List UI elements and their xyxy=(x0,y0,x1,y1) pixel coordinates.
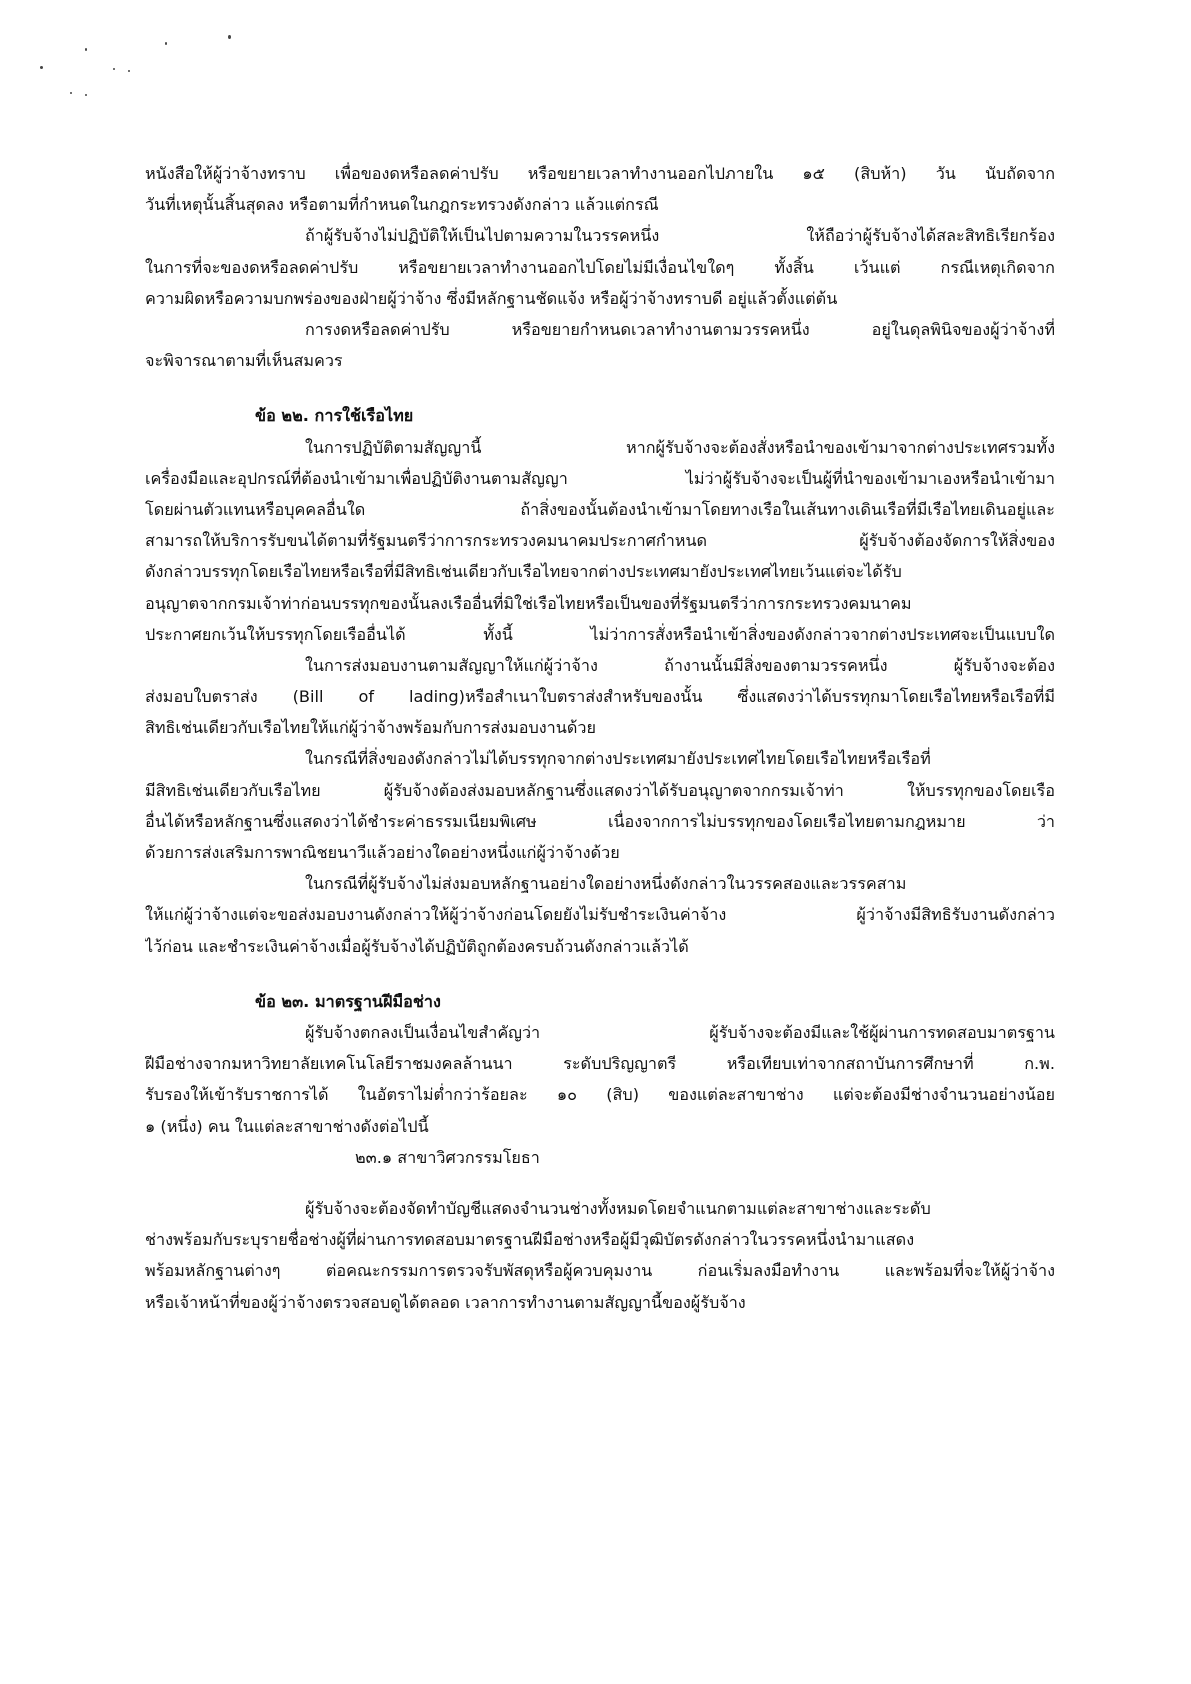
text-line: พร้อมหลักฐานต่างๆ ต่อคณะกรรมการตรวจรับพัสดุหรือผู้ควบคุมงาน ก่อนเริ่มลงมือทำงาน และพร้อมที่จะให้ผู้ว่าจ้าง xyxy=(145,1261,1055,1281)
scan-speck xyxy=(85,94,87,96)
text-line: ผู้รับจ้างจะต้องจัดทำบัญชีแสดงจำนวนช่างทั้งหมดโดยจำแนกตามแต่ละสาขาช่างและระดับ xyxy=(305,1198,931,1218)
text-line: สามารถให้บริการรับขนได้ตามที่รัฐมนตรีว่าการกระทรวงคมนาคมประกาศกำหนด ผู้รับจ้างต้องจัดการให้สิ่งของ xyxy=(145,531,1055,551)
scan-speck xyxy=(85,48,87,51)
text-line: หรือเจ้าหน้าที่ของผู้ว่าจ้างตรวจสอบดูได้ตลอด เวลาการทำงานตามสัญญานี้ของผู้รับจ้าง xyxy=(145,1292,746,1312)
paragraph-technician-list xyxy=(145,1193,1055,1318)
text-line: เครื่องมือและอุปกรณ์ที่ต้องนำเข้ามาเพื่อปฏิบัติงานตามสัญญา ไม่ว่าผู้รับจ้างจะเป็นผู้ที่นำของเข้ามาเองหรือนำเข้ามา xyxy=(145,468,1055,488)
scan-speck xyxy=(228,35,231,39)
text-line: ๑ (หนึ่ง) คน ในแต่ละสาขาช่างดังต่อไปนี้ xyxy=(145,1116,429,1136)
scan-speck xyxy=(113,68,115,70)
scan-speck xyxy=(165,42,167,45)
text-line: ดังกล่าวบรรทุกโดยเรือไทยหรือเรือที่มีสิทธิเช่นเดียวกับเรือไทยจากต่างประเทศมายังประเทศไทยเว้นแต่จะได้รับ xyxy=(145,562,902,582)
text-line: ช่างพร้อมกับระบุรายชื่อช่างผู้ที่ผ่านการทดสอบมาตรฐานฝีมือช่างหรือผู้มีวุฒิบัตรดังกล่าวในวรรคหนึ่งนำมาแสดง xyxy=(145,1230,915,1250)
paragraph-employer-discretion xyxy=(145,314,1055,376)
text-line: สิทธิเช่นเดียวกับเรือไทยให้แก่ผู้ว่าจ้างพร้อมกับการส่งมอบงานด้วย xyxy=(145,718,596,738)
paragraph-withheld-payment xyxy=(145,868,1055,962)
text-line: ให้แก่ผู้ว่าจ้างแต่จะขอส่งมอบงานดังกล่าวให้ผู้ว่าจ้างก่อนโดยยังไม่รับชำระเงินค่าจ้าง ผู้ว่าจ้างมีสิทธิรับงานดังกล่าว xyxy=(145,905,1055,925)
text-line: ในกรณีที่สิ่งของดังกล่าวไม่ได้บรรทุกจากต่างประเทศมายังประเทศไทยโดยเรือไทยหรือเรือที่ xyxy=(305,749,931,769)
text-line: ฝีมือช่างจากมหาวิทยาลัยเทคโนโลยีราชมงคลล้านนา ระดับปริญญาตรี หรือเทียบเท่าจากสถาบันการศึกษาที่ ก.พ. xyxy=(145,1054,1055,1074)
sub-item-23-1: ๒๓.๑ สาขาวิศวกรรมโยธา xyxy=(355,1147,540,1167)
section-heading-22: ข้อ ๒๒. การใช้เรือไทย xyxy=(255,406,414,426)
text-line: ในการที่จะของดหรือลดค่าปรับ หรือขยายเวลาทำงานออกไปโดยไม่มีเงื่อนไขใดๆ ทั้งสิ้น เว้นแต่ กรณีเหตุเกิดจาก xyxy=(145,257,1055,277)
text-line: โดยผ่านตัวแทนหรือบุคคลอื่นใด ถ้าสิ่งของนั้นต้องนำเข้ามาโดยทางเรือในเส้นทางเดินเรือที่มีเรือไทยเดินอยู่และ xyxy=(145,499,1055,519)
scan-speck xyxy=(70,92,72,94)
paragraph-skill-standard xyxy=(145,1017,1055,1142)
text-line: หนังสือให้ผู้ว่าจ้างทราบ เพื่อของดหรือลดค่าปรับ หรือขยายเวลาทำงานออกไปภายใน ๑๕ (สิบห้า) วัน นับถัดจาก xyxy=(145,164,1055,183)
text-line: ด้วยการส่งเสริมการพาณิชยนาวีแล้วอย่างใดอย่างหนึ่งแก่ผู้ว่าจ้างด้วย xyxy=(145,843,620,863)
text-line: วันที่เหตุนั้นสิ้นสุดลง หรือตามที่กำหนดในกฎกระทรวงดังกล่าว แล้วแต่กรณี xyxy=(145,195,659,215)
text-line: การงดหรือลดค่าปรับ หรือขยายกำหนดเวลาทำงานตามวรรคหนึ่ง อยู่ในดุลพินิจของผู้ว่าจ้างที่ xyxy=(305,319,1055,339)
text-line: ในการปฏิบัติตามสัญญานี้ หากผู้รับจ้างจะต้องสั่งหรือนำของเข้ามาจากต่างประเทศรวมทั้ง xyxy=(305,437,1055,457)
text-line: ความผิดหรือความบกพร่องของฝ่ายผู้ว่าจ้าง ซึ่งมีหลักฐานชัดแจ้ง หรือผู้ว่าจ้างทราบดี อยู่แล้วตั้งแต่ต้น xyxy=(145,288,838,308)
text-line: จะพิจารณาตามที่เห็นสมควร xyxy=(145,351,343,371)
document-body xyxy=(145,158,1055,1318)
text-line: ไว้ก่อน และชำระเงินค่าจ้างเมื่อผู้รับจ้างได้ปฏิบัติถูกต้องครบถ้วนดังกล่าวแล้วได้ xyxy=(145,936,689,956)
text-line: มีสิทธิเช่นเดียวกับเรือไทย ผู้รับจ้างต้องส่งมอบหลักฐานซึ่งแสดงว่าได้รับอนุญาตจากกรมเจ้าท่า ให้บรรทุกของโดยเรือ xyxy=(145,780,1055,800)
paragraph-waiver-of-claim xyxy=(145,220,1055,314)
text-line: รับรองให้เข้ารับราชการได้ ในอัตราไม่ต่ำกว่าร้อยละ ๑๐ (สิบ) ของแต่ละสาขาช่าง แต่จะต้องมีช่างจำนวนอย่างน้อย xyxy=(145,1085,1055,1105)
text-line: อื่นได้หรือหลักฐานซึ่งแสดงว่าได้ชำระค่าธรรมเนียมพิเศษ เนื่องจากการไม่บรรทุกของโดยเรือไทยตามกฎหมาย ว่า xyxy=(145,811,1055,831)
scan-speck xyxy=(40,66,43,69)
text-line: ในกรณีที่ผู้รับจ้างไม่ส่งมอบหลักฐานอย่างใดอย่างหนึ่งดังกล่าวในวรรคสองและวรรคสาม xyxy=(305,874,907,894)
scan-speck xyxy=(128,70,130,72)
text-line: ประกาศยกเว้นให้บรรทุกโดยเรืออื่นได้ ทั้งนี้ ไม่ว่าการสั่งหรือนำเข้าสิ่งของดังกล่าวจากต่างประเทศจะเป็นแบบใด xyxy=(145,624,1055,644)
paragraph-extension-request xyxy=(145,158,1055,220)
text-line: อนุญาตจากกรมเจ้าท่าก่อนบรรทุกของนั้นลงเรืออื่นที่มิใช่เรือไทยหรือเป็นของที่รัฐมนตรีว่าการกระทรวงคมนาคม xyxy=(145,593,912,613)
text-line: ในการส่งมอบงานตามสัญญาให้แก่ผู้ว่าจ้าง ถ้างานนั้นมีสิ่งของตามวรรคหนึ่ง ผู้รับจ้างจะต้อง xyxy=(305,655,1055,675)
text-line: ผู้รับจ้างตกลงเป็นเงื่อนไขสำคัญว่า ผู้รับจ้างจะต้องมีและใช้ผู้ผ่านการทดสอบมาตรฐาน xyxy=(305,1023,1055,1042)
paragraph-thai-vessel-requirement xyxy=(145,432,1055,650)
text-line: ถ้าผู้รับจ้างไม่ปฏิบัติให้เป็นไปตามความในวรรคหนึ่ง ให้ถือว่าผู้รับจ้างได้สละสิทธิเรียกร้อง xyxy=(305,226,1055,246)
scan-specks xyxy=(30,30,260,110)
paragraph-bill-of-lading xyxy=(145,650,1055,744)
text-line: ส่งมอบใบตราส่ง (Bill of lading)หรือสำเนาใบตราส่งสำหรับของนั้น ซึ่งแสดงว่าได้บรรทุกมาโดยเรือไทยหรือเรือที่มี xyxy=(145,687,1055,707)
paragraph-non-thai-vessel-evidence xyxy=(145,743,1055,868)
section-heading-23: ข้อ ๒๓. มาตรฐานฝีมือช่าง xyxy=(255,991,441,1011)
